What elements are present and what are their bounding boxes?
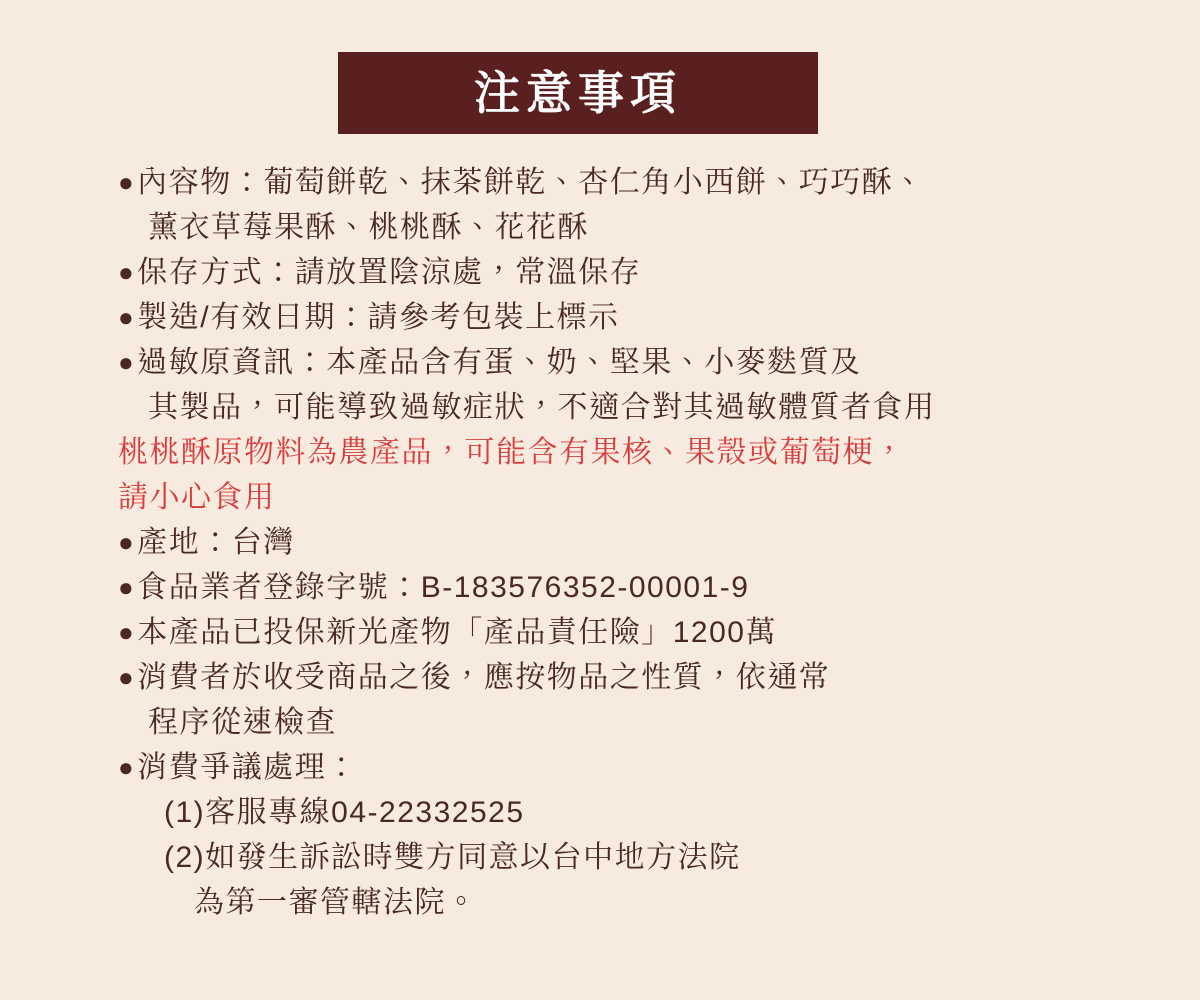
notice-line-text: 請小心食用 bbox=[118, 481, 276, 514]
notice-line bbox=[118, 430, 1118, 475]
notice-line-text: (2)如發生訴訟時雙方同意以台中地方法院 bbox=[164, 841, 741, 874]
notice-line bbox=[118, 790, 1118, 835]
bullet-icon: ● bbox=[118, 617, 136, 647]
notice-line-text: 薰衣草莓果酥、桃桃酥、花花酥 bbox=[148, 211, 589, 244]
notice-line bbox=[118, 655, 1118, 700]
bullet-icon: ● bbox=[118, 302, 136, 332]
notice-line bbox=[118, 250, 1118, 295]
notice-line-text: 消費爭議處理： bbox=[137, 751, 358, 784]
notice-line-text: 本產品已投保新光產物「產品責任險」1200萬 bbox=[137, 616, 777, 649]
notice-line bbox=[118, 475, 1118, 520]
bullet-icon: ● bbox=[118, 662, 136, 692]
notice-line bbox=[118, 295, 1118, 340]
notice-line bbox=[118, 520, 1118, 565]
bullet-icon: ● bbox=[118, 347, 136, 377]
notice-line-text: 產地：台灣 bbox=[137, 526, 295, 559]
notice-line bbox=[118, 340, 1118, 385]
notice-line bbox=[118, 205, 1118, 250]
bullet-icon: ● bbox=[118, 257, 136, 287]
notice-line-text: 食品業者登錄字號：B-183576352-00001-9 bbox=[137, 571, 750, 604]
notice-list bbox=[118, 160, 1118, 925]
notice-line-text: 其製品，可能導致過敏症狀，不適合對其過敏體質者食用 bbox=[148, 391, 936, 424]
notice-line-text: 製造/有效日期：請參考包裝上標示 bbox=[137, 301, 620, 334]
notice-line bbox=[118, 160, 1118, 205]
notice-line-text: 消費者於收受商品之後，應按物品之性質，依通常 bbox=[137, 661, 831, 694]
bullet-icon: ● bbox=[118, 527, 136, 557]
notice-line bbox=[118, 745, 1118, 790]
notice-line-text: 過敏原資訊：本產品含有蛋、奶、堅果、小麥麩質及 bbox=[137, 346, 862, 379]
notice-line bbox=[118, 880, 1118, 925]
title-banner bbox=[338, 52, 818, 134]
notice-line-text: 桃桃酥原物料為農產品，可能含有果核、果殼或葡萄梗， bbox=[118, 436, 906, 469]
bullet-icon: ● bbox=[118, 752, 136, 782]
notice-line bbox=[118, 835, 1118, 880]
notice-line bbox=[118, 385, 1118, 430]
notice-line-text: 為第一審管轄法院。 bbox=[194, 886, 478, 919]
page-title: 注意事項 bbox=[474, 67, 682, 119]
notice-line bbox=[118, 610, 1118, 655]
notice-line-text: 保存方式：請放置陰涼處，常溫保存 bbox=[137, 256, 642, 289]
notice-line-text: 內容物：葡萄餅乾、抹茶餅乾、杏仁角小西餅、巧巧酥、 bbox=[137, 166, 925, 199]
bullet-icon: ● bbox=[118, 167, 136, 197]
notice-line bbox=[118, 565, 1118, 610]
notice-line-text: 程序從速檢查 bbox=[148, 706, 337, 739]
bullet-icon: ● bbox=[118, 572, 136, 602]
notice-line-text: (1)客服專線04-22332525 bbox=[164, 796, 525, 829]
notice-line bbox=[118, 700, 1118, 745]
